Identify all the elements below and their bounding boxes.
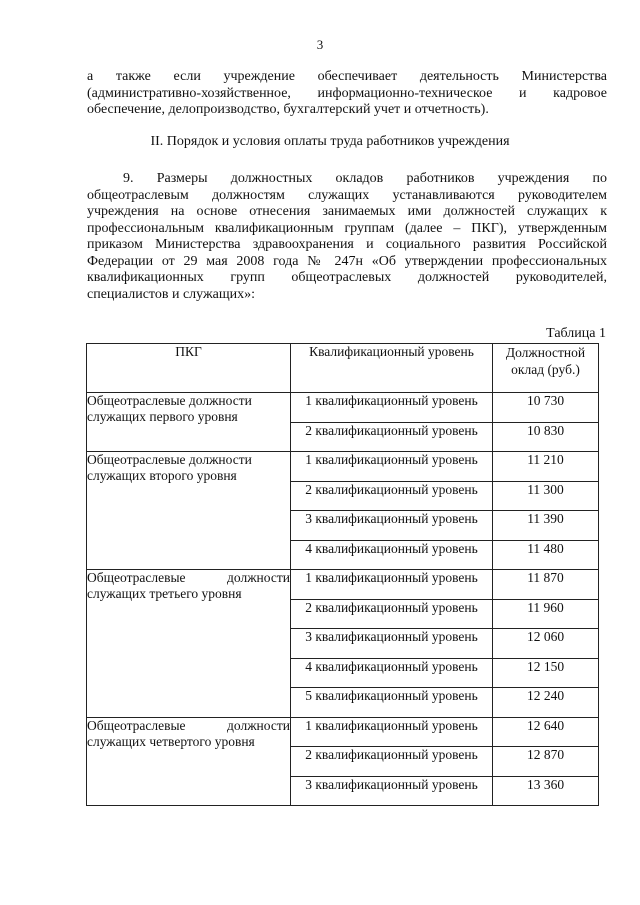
table-row	[87, 570, 599, 600]
group-name-line: служащих четвертого уровня	[87, 733, 255, 749]
level-cell: 2 квалификационный уровень	[291, 747, 493, 777]
level-cell: 2 квалификационный уровень	[291, 599, 493, 629]
clause-line: Федерации от 29 мая 2008 года № 247н «Об утверждении профессиональных	[87, 253, 607, 269]
level-cell: 4 квалификационный уровень	[291, 540, 493, 570]
salary-table	[86, 343, 599, 806]
salary-cell: 12 150	[493, 658, 599, 688]
level-cell: 4 квалификационный уровень	[291, 658, 493, 688]
salary-cell: 11 300	[493, 481, 599, 511]
clause-line: профессиональным квалификационным группам (далее – ПКГ), утвержденным	[87, 220, 607, 236]
salary-cell: 12 060	[493, 629, 599, 659]
salary-cell: 11 870	[493, 570, 599, 600]
salary-cell: 11 960	[493, 599, 599, 629]
salary-cell: 11 390	[493, 511, 599, 541]
table-caption: Таблица 1	[546, 326, 606, 341]
clause-line: учреждения на основе отнесения занимаемых ими должностей служащих к	[87, 204, 607, 219]
level-cell: 2 квалификационный уровень	[291, 481, 493, 511]
group-name-line: Общеотраслевые должности	[87, 717, 290, 733]
level-cell: 3 квалификационный уровень	[291, 776, 493, 806]
page-number: 3	[316, 37, 324, 52]
group-name-line: Общеотраслевые должности	[87, 570, 290, 585]
group-name-cell	[87, 717, 291, 806]
group-name-line: Общеотраслевые должности	[87, 452, 252, 467]
level-cell: 1 квалификационный уровень	[291, 570, 493, 600]
level-cell: 5 квалификационный уровень	[291, 688, 493, 718]
level-cell: 2 квалификационный уровень	[291, 422, 493, 452]
section-heading: II. Порядок и условия оплаты труда работников учреждения	[150, 134, 510, 149]
group-name-line: служащих первого уровня	[87, 409, 238, 424]
clause-line: 9. Размеры должностных окладов работников учреждения по	[123, 171, 607, 186]
salary-cell: 12 870	[493, 747, 599, 777]
header-level: Квалификационный уровень	[291, 344, 493, 393]
salary-cell: 10 730	[493, 393, 599, 423]
group-name-line: служащих второго уровня	[87, 468, 237, 483]
header-pkg: ПКГ	[87, 344, 291, 393]
level-cell: 1 квалификационный уровень	[291, 452, 493, 482]
level-cell: 3 квалификационный уровень	[291, 511, 493, 541]
header-salary-line: Должностной	[505, 345, 586, 360]
group-name-cell	[87, 452, 291, 570]
group-name-line: служащих третьего уровня	[87, 586, 242, 601]
table-row	[87, 452, 599, 482]
group-name-cell	[87, 570, 291, 718]
clause-line: специалистов и служащих»:	[87, 286, 256, 302]
level-cell: 3 квалификационный уровень	[291, 629, 493, 659]
salary-cell: 10 830	[493, 422, 599, 452]
intro-line: обеспечение, делопроизводство, бухгалтерский учет и отчетность).	[87, 102, 489, 117]
intro-line: а также если учреждение обеспечивает деятельность Министерства	[87, 69, 607, 84]
salary-cell: 11 210	[493, 452, 599, 482]
salary-cell: 13 360	[493, 776, 599, 806]
table-row	[87, 717, 599, 747]
clause-line: приказом Министерства здравоохранения и социального развития Российской	[87, 237, 607, 252]
clause-line: общеотраслевым должностям служащих устанавливаются руководителем	[87, 187, 607, 203]
group-name-cell	[87, 393, 291, 452]
level-cell: 1 квалификационный уровень	[291, 717, 493, 747]
intro-paragraph	[87, 69, 607, 119]
clause-line: квалификационных групп общеотраслевых должностей руководителей,	[87, 270, 607, 285]
table-header-row	[87, 344, 599, 393]
header-salary-line: оклад (руб.)	[511, 362, 580, 377]
level-cell: 1 квалификационный уровень	[291, 393, 493, 423]
salary-cell: 11 480	[493, 540, 599, 570]
clause-paragraph	[87, 171, 607, 303]
salary-cell: 12 240	[493, 688, 599, 718]
header-salary	[493, 344, 599, 393]
group-name-line: Общеотраслевые должности	[87, 393, 252, 408]
table-row	[87, 393, 599, 423]
intro-line: (административно-хозяйственное, информационно-техническое и кадровое	[87, 85, 607, 101]
salary-cell: 12 640	[493, 717, 599, 747]
